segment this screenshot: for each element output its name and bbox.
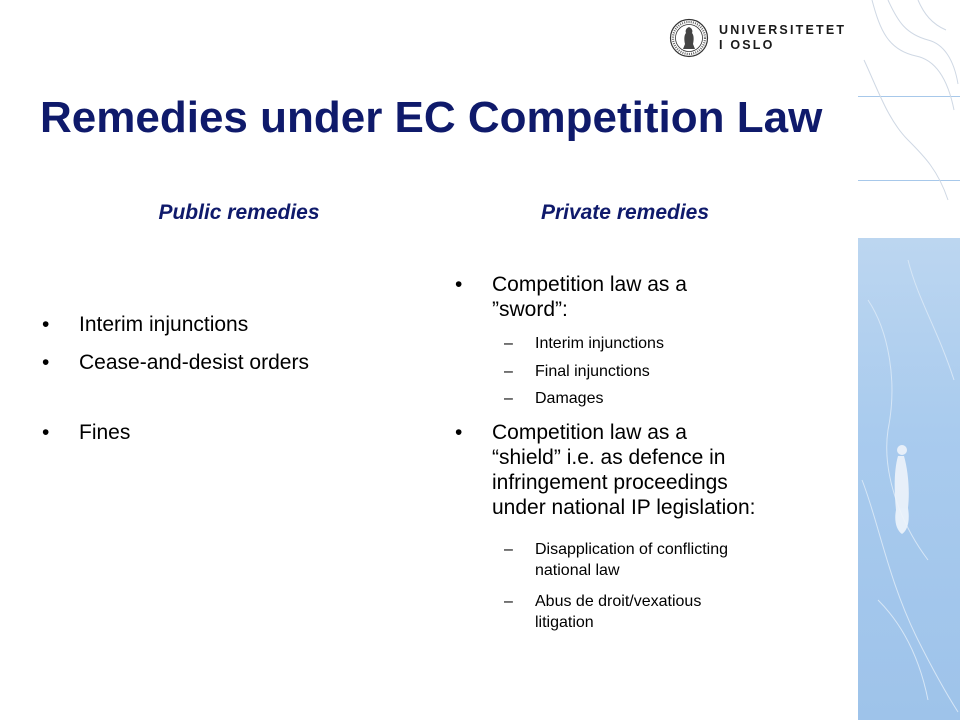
sub-item-text: Abus de droit/vexatious <box>535 593 702 610</box>
private-list-item <box>455 420 845 520</box>
sub-item-text: Interim injunctions <box>535 335 664 352</box>
dash-marker: – <box>504 390 513 407</box>
private-item-text: infringement proceedings <box>492 471 728 494</box>
dash-marker: – <box>504 335 513 352</box>
bullet-marker: • <box>42 421 50 444</box>
sub-item-text: Damages <box>535 390 604 407</box>
private-item-text: Competition law as a <box>492 273 687 296</box>
public-list-item <box>42 312 402 337</box>
public-item-text: Cease-and-desist orders <box>79 351 309 374</box>
sub-item-text: Disapplication of conflicting <box>535 541 728 558</box>
dash-marker: – <box>504 363 513 380</box>
dash-marker: – <box>504 593 513 610</box>
public-remedies-heading: Public remedies <box>158 201 320 224</box>
sub-item-text: Final injunctions <box>535 363 650 380</box>
private-sub-item <box>504 361 834 382</box>
private-item-text: under national IP legislation: <box>492 496 756 519</box>
public-list-item <box>42 350 402 375</box>
private-sub-item <box>504 388 834 409</box>
logo-line-2: I OSLO <box>719 38 775 52</box>
logo-line-1: UNIVERSITETET <box>719 23 847 37</box>
logo-wordmark <box>719 23 846 53</box>
university-seal-icon <box>669 18 709 58</box>
statue-image <box>858 0 960 720</box>
public-item-text: Interim injunctions <box>79 313 249 336</box>
sub-item-text: national law <box>535 562 620 579</box>
dash-marker: – <box>504 541 513 558</box>
public-item-text: Fines <box>79 421 131 444</box>
private-sub-item <box>504 539 834 581</box>
private-remedies-heading: Private remedies <box>540 201 710 224</box>
private-item-text: ”sword”: <box>492 298 568 321</box>
bullet-marker: • <box>455 273 463 296</box>
bullet-marker: • <box>42 351 50 374</box>
private-sub-item <box>504 591 834 633</box>
slide-title: Remedies under EC Competition Law <box>40 93 823 142</box>
private-sub-item <box>504 333 834 354</box>
sub-item-text: litigation <box>535 614 594 631</box>
bullet-marker: • <box>42 313 50 336</box>
public-list-item <box>42 420 402 445</box>
private-item-text: “shield” i.e. as defence in <box>492 446 726 469</box>
side-decoration <box>858 0 960 720</box>
bullet-marker: • <box>455 421 463 444</box>
private-list-item <box>455 272 835 322</box>
university-logo <box>669 18 846 58</box>
private-item-text: Competition law as a <box>492 421 687 444</box>
